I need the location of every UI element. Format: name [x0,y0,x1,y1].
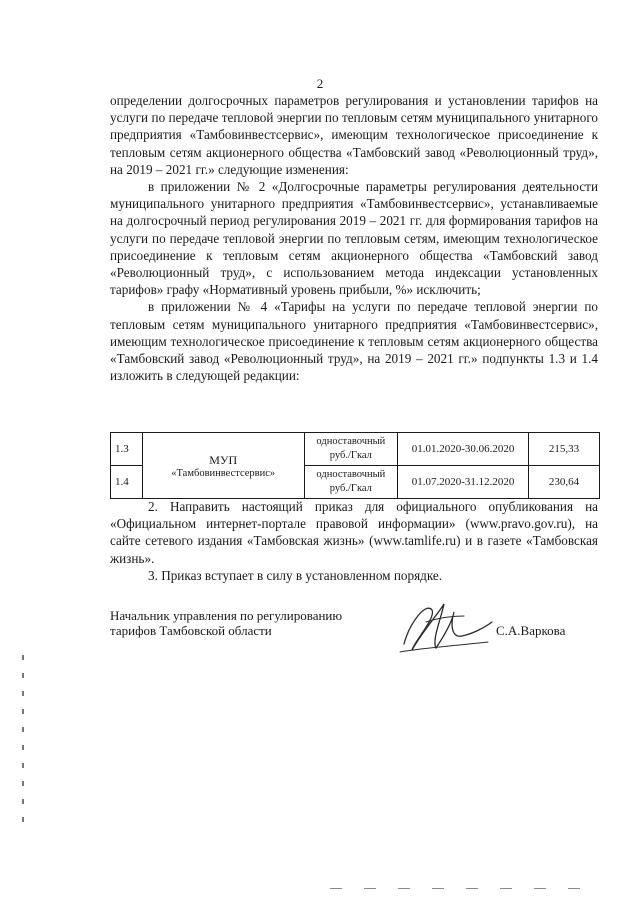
value-cell: 215,33 [528,433,599,466]
paragraph-publication: 2. Направить настоящий приказ для официального опубликования на «Официальном интернет-портале правовой информации» (www.pravo.gov.ru), на сайте сетевого издания «Тамбовская жизнь» (www.tamlife.ru) и в газете «Тамбовская жизнь». [110,499,598,566]
bottom-edge-marks [330,888,640,892]
tariff-type: одноставочный [316,436,386,447]
value-cell: 230,64 [528,466,599,499]
period-cell: 01.01.2020-30.06.2020 [398,433,529,466]
signer-title-line-2: тарифов Тамбовской области [110,623,272,638]
signer-title [110,608,400,638]
signer-name: С.А.Варкова [496,623,566,638]
organization-name: МУП [209,452,238,467]
body-text-lower [110,498,598,584]
paragraph-appendix-2: в приложении № 2 «Долгосрочные параметры регулирования деятельности муниципального унитарного предприятия «Тамбовинвестсервис», устанавливаемые на долгосрочный период регулирования 2019 – 2021 гг. для формирования тарифов на услуги по передаче тепловой энергии по тепловым сетям, имеющим технологическое присоединение к тепловым сетям акционерного общества «Тамбовский завод «Революционный труд», с использованием метода индексации установленных тарифов» графу «Нормативный уровень прибыли, %» исключить; [110,179,598,298]
period-cell: 01.07.2020-31.12.2020 [398,466,529,499]
paragraph-effective: 3. Приказ вступает в силу в установленном порядке. [148,567,443,583]
margin-tick-marks [22,655,26,845]
signature-block [110,608,590,658]
tariff-table [110,432,600,499]
organization-detail: «Тамбовинвестсервис» [171,467,276,479]
page-number: 2 [316,76,324,91]
row-number: 1.3 [111,433,143,466]
tariff-unit: руб./Гкал [329,483,372,494]
tariff-type-cell [304,466,398,499]
paragraph-appendix-4: в приложении № 4 «Тарифы на услуги по передаче тепловой энергии по тепловым сетям муниципального унитарного предприятия «Тамбовинвестсервис», имеющим технологическое присоединение к тепловым сетям акционерного общества «Тамбовский завод «Революционный труд», на 2019 – 2021 гг.» подпункты 1.3 и 1.4 изложить в следующей редакции: [110,299,598,384]
table-row [111,433,600,466]
tariff-type-cell [304,433,398,466]
signer-title-line-1: Начальник управления по регулированию [110,608,343,623]
body-text-upper [110,92,598,384]
tariff-unit: руб./Гкал [329,450,372,461]
paragraph-intro: определении долгосрочных параметров регулирования и установлении тарифов на услуги по передаче тепловой энергии по тепловым сетям муниципального унитарного предприятия «Тамбовинвестсервис», имеющим технологическое присоединение к тепловым сетям акционерного общества «Тамбовский завод «Революционный труд», на 2019 – 2021 гг.» следующие изменения: [110,93,598,177]
organization-cell [142,433,304,499]
tariff-type: одноставочный [316,469,386,480]
handwritten-signature [392,592,502,662]
row-number: 1.4 [111,466,143,499]
